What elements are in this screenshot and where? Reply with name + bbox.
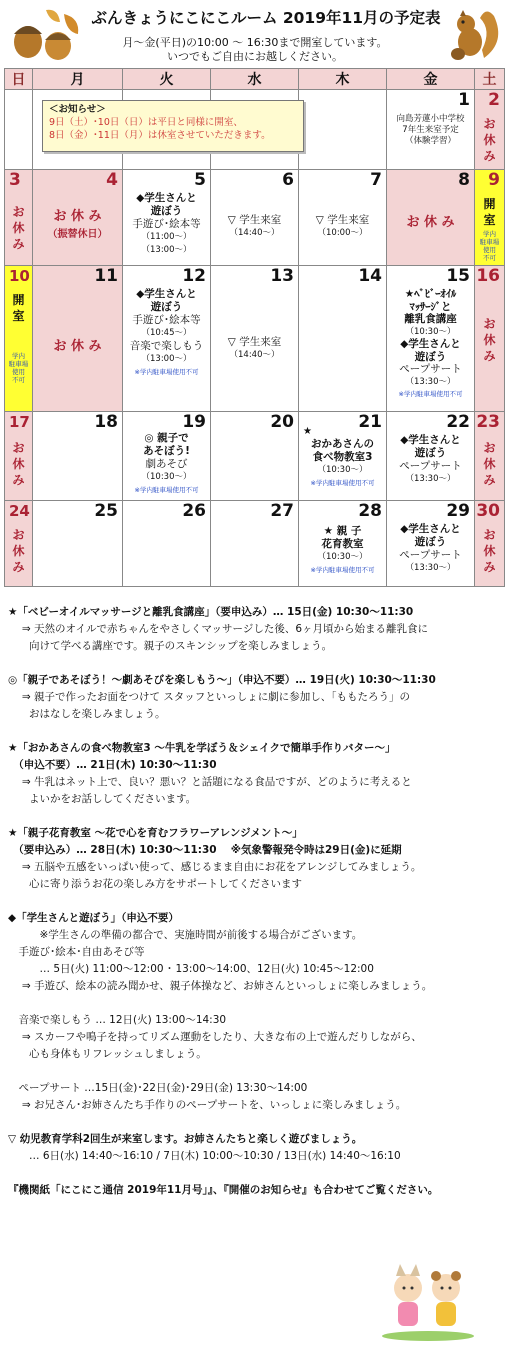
day-cell-6 [211, 170, 299, 266]
day-number: 24 [9, 502, 30, 520]
event-line: （体験学習） [404, 136, 456, 146]
description-line: （申込不要）… 21日(木) 10:30～11:30 [8, 759, 217, 771]
open-label [5, 292, 32, 324]
description-line: よいかをお話ししてくださいます。 [8, 793, 197, 805]
day-cell-4 [33, 170, 123, 266]
event-line: 音楽で楽しもう [129, 340, 204, 352]
description-line: ◎「親子であそぼう！～劇あそびを楽しもう～」（申込不要）… 19日(火) 10:30～11:30 [8, 674, 436, 686]
parking-note: ※学内駐車場使用不可 [310, 566, 375, 574]
day-cell-20 [211, 412, 299, 501]
event-line: （10:30～） [317, 465, 368, 475]
description-line: 『機関紙「にこにこ通信 2019年11月号」』、『開催のお知らせ』も合わせてご覧ください。 [8, 1184, 439, 1196]
description-line [8, 655, 503, 672]
day-cell-empty [299, 90, 387, 170]
description-line: … 5日(火) 11:00～12:00 ･ 13:00～14:00、12日(火) 10:45～12:00 [8, 963, 374, 975]
event-line: 遊ぼう [150, 301, 183, 313]
event-line: おかあさんの [311, 438, 374, 450]
description-line: ▽ 幼児教育学科2回生が来室します。お姉さんたちと楽しく遊びましょう。 [8, 1133, 363, 1145]
day-event [389, 114, 472, 147]
closed-label: お休み [12, 528, 25, 574]
day-cell-16 [475, 266, 505, 412]
description-line: ⇒ 五脳や五感をいっぱい使って、感じるまま自由にお花をアレンジしてみましょう。 [8, 861, 422, 873]
holiday-label: お 休 み [406, 215, 455, 230]
event-line: 手遊び･絵本等 [132, 314, 201, 326]
event-line: ぺープサート [399, 460, 462, 472]
weekday-thu: 木 [299, 69, 387, 90]
day-cell-25 [33, 501, 123, 587]
week-row [5, 412, 505, 501]
description-line: 心に寄り添うお花の楽しみ方をサポートしてくださいます [8, 878, 302, 890]
event-line: （13:00～） [141, 354, 192, 364]
day-cell-2 [475, 90, 505, 170]
event-line: （11:00～） [141, 232, 192, 242]
day-number: 22 [446, 412, 470, 432]
parking-note: ※学内駐車場使用不可 [398, 390, 463, 398]
description-line: ★「親子花育教室 ～花で心を育むフラワーアレンジメント～」 [8, 827, 303, 839]
note-line: 不可 [483, 254, 496, 262]
description-line: 向けて学べる講座です。親子のスキンシップを楽しみましょう。 [8, 640, 333, 652]
holiday-label [35, 208, 120, 244]
parking-note [5, 352, 32, 384]
event-line: （13:30～） [405, 563, 456, 573]
day-cell-19 [123, 412, 211, 501]
event-line: （14:40～） [229, 350, 280, 360]
day-number: 27 [270, 501, 294, 521]
description-line [8, 1165, 503, 1182]
day-event [389, 523, 472, 575]
day-cell-21 [299, 412, 387, 501]
day-event [389, 288, 472, 401]
description-line: ⇒ 天然のオイルで赤ちゃんをやさしくマッサージした後、6ヶ月頃から始まる離乳食に [8, 623, 428, 635]
event-line: 遊ぼう [150, 205, 183, 217]
event-line: 遊ぼう [414, 447, 447, 459]
event-line: ★ﾍﾞﾋﾞｰｵｲﾙ [404, 288, 457, 300]
description-line [8, 1063, 503, 1080]
event-line: （10:00～） [317, 228, 368, 238]
event-line: （10:30～） [405, 326, 456, 337]
day-number: 26 [182, 501, 206, 521]
event-line: 遊ぼう [414, 350, 447, 363]
description-line: … 6日(水) 14:40～16:10 / 7日(木) 10:00～10:30 / 13日(水) 14:40～16:10 [8, 1150, 401, 1162]
description-line: ⇒ 牛乳はネット上で、良い？悪い？と話題になる食品ですが、どのように考えると [8, 776, 412, 788]
day-number: 2 [488, 90, 500, 110]
event-line: あそぼう! [143, 445, 190, 457]
day-number: 11 [94, 266, 118, 286]
event-line: ▽ 学生来室 [227, 214, 282, 226]
event-line: 室 [483, 213, 496, 227]
parking-note: ※学内駐車場使用不可 [310, 479, 375, 487]
event-line: ◆学生さんと [400, 338, 461, 350]
event-line: （10:30～） [317, 552, 368, 562]
event-line: ぺープサート [399, 363, 462, 375]
day-cell-10 [5, 266, 33, 412]
day-cell-3 [5, 170, 33, 266]
day-event [389, 434, 472, 486]
notice-line-2: 8日（金）･11日（月）は休室させていただきます。 [49, 130, 271, 141]
event-line: （14:40～） [229, 228, 280, 238]
description-line: ⇒ スカーフや鳴子を持ってリズム運動をしたり、大きな布の上で遊んだりしながら、 [8, 1031, 422, 1043]
day-cell-28 [299, 501, 387, 587]
day-number: 21 [358, 412, 382, 432]
holiday-label: お 休 み [53, 339, 102, 354]
event-line: ぺープサート [399, 549, 462, 561]
weekday-header-row [5, 69, 505, 90]
event-line: （10:30～） [141, 472, 192, 482]
description-line: ⇒ 手遊び、絵本の読み聞かせ、親子体操など、お姉さんといっしょに楽しみましょう。 [8, 980, 433, 992]
day-number: 9 [488, 170, 500, 190]
day-cell-5 [123, 170, 211, 266]
day-number: 18 [94, 412, 118, 432]
day-cell-24 [5, 501, 33, 587]
day-number: 12 [182, 266, 206, 286]
day-number: 15 [446, 266, 470, 286]
day-cell-13 [211, 266, 299, 412]
day-cell-9 [475, 170, 505, 266]
day-cell-18 [33, 412, 123, 501]
event-line: （13:30～） [405, 474, 456, 484]
description-line [8, 893, 503, 910]
weekday-mon: 月 [33, 69, 123, 90]
day-event [301, 525, 384, 577]
day-event [213, 214, 296, 240]
weekday-sat: 土 [475, 69, 505, 90]
event-line: （振替休日） [47, 229, 108, 240]
description-line: ⇒ お兄さん･お姉さんたち手作りのぺープサートを、いっしょに楽しみましょう。 [8, 1099, 407, 1111]
day-number: 28 [358, 501, 382, 521]
event-line: ◆学生さんと [136, 288, 197, 300]
day-cell-8 [387, 170, 475, 266]
day-number: 7 [370, 170, 382, 190]
note-line: 使用 [483, 246, 496, 254]
day-event [125, 288, 208, 379]
day-number: 5 [194, 170, 206, 190]
day-cell-22 [387, 412, 475, 501]
event-line: 食べ物教室3 [312, 451, 373, 463]
event-line: ▽ 学生来室 [227, 336, 282, 348]
description-line [8, 723, 503, 740]
event-line: ◆学生さんと [136, 192, 197, 204]
description-line: 心も身体もリフレッシュしましょう。 [8, 1048, 207, 1060]
day-cell-15 [387, 266, 475, 412]
event-line: 7年生来室予定 [402, 125, 459, 135]
description-line: おはなしを楽しみましょう。 [8, 708, 166, 720]
day-number: 20 [270, 412, 294, 432]
day-cell-12 [123, 266, 211, 412]
note-line: 学内 [483, 230, 496, 238]
day-cell-26 [123, 501, 211, 587]
note-line: 使用 [12, 368, 25, 376]
opening-hours [60, 36, 450, 64]
day-number: 3 [9, 170, 21, 190]
day-cell-14 [299, 266, 387, 412]
event-line: 手遊び･絵本等 [132, 218, 201, 230]
day-number: 25 [94, 501, 118, 521]
day-cell-7 [299, 170, 387, 266]
notice-box [42, 100, 304, 152]
description-line [8, 808, 503, 825]
weekday-tue: 火 [123, 69, 211, 90]
day-number: 1 [458, 90, 470, 110]
day-number: 4 [106, 170, 118, 190]
day-event [301, 214, 384, 240]
description-line: ★「ベビーオイルマッサージと離乳食講座」（要申込み）… 15日(金) 10:30～11:30 [8, 606, 414, 618]
description-line [8, 1114, 503, 1131]
description-line: ぺープサート …15日(金)･22日(金)･29日(金) 13:30～14:00 [8, 1082, 308, 1094]
acorn-decoration-icon [6, 4, 88, 64]
day-event [125, 192, 208, 257]
closed-label: お休み [12, 205, 25, 251]
day-number: 29 [446, 501, 470, 521]
parking-note: ※学内駐車場使用不可 [134, 368, 199, 376]
note-line: 駐車場 [8, 360, 29, 368]
event-line: 室 [12, 309, 25, 323]
event-line: ▽ 学生来室 [315, 214, 370, 226]
notice-line-1: 9日（土）･10日（日）は平日と同様に開室、 [49, 117, 243, 128]
day-number: 16 [476, 266, 500, 286]
description-line: （要申込み）… 28日(木) 10:30～11:30 ※気象警報発令時は29日(金)に延期 [8, 844, 402, 856]
event-line: お 休 み [53, 209, 102, 224]
description-line: ※学生さんの準備の都合で、実施時間が前後する場合がございます。 [8, 929, 363, 941]
description-line: ⇒ 親子で作ったお面をつけて スタッフといっしょに劇に参加し、「ももたろう」の [8, 691, 411, 703]
parking-note [475, 230, 504, 262]
event-line: ◆学生さんと [400, 523, 461, 535]
weekday-fri: 金 [387, 69, 475, 90]
description-line: 音楽で楽しもう … 12日(火) 13:00～14:30 [8, 1014, 227, 1026]
opening-hours-line-2: いつでもご自由にお越しください。 [167, 50, 343, 63]
event-line: ◎ 親子で [144, 432, 189, 444]
description-line: 手遊び･絵本･自由あそび等 [8, 946, 145, 958]
page-title: ぶんきょうにこにこルーム 2019年11月の予定表 [91, 9, 441, 27]
day-event [125, 432, 208, 497]
description-line: ★「おかあさんの食べ物教室3 ～牛乳を学ぼう＆シェイクで簡単手作りバター～」 [8, 742, 396, 754]
closed-label: お休み [483, 441, 496, 487]
day-event [301, 438, 384, 490]
day-number: 30 [476, 501, 500, 521]
star-mark: ★ [303, 426, 312, 437]
event-descriptions [8, 604, 503, 1199]
notice-heading: ＜お知らせ＞ [49, 104, 106, 115]
day-event [213, 336, 296, 362]
event-line: 遊ぼう [414, 536, 447, 548]
event-line: （13:00～） [141, 245, 192, 255]
event-line: ﾏｯｻｰｼﾞと [409, 300, 452, 313]
event-line: （13:30～） [405, 376, 456, 387]
event-line: 開 [12, 293, 25, 307]
event-line: 花育教室 [321, 538, 364, 550]
day-number: 10 [9, 267, 30, 285]
weekday-wed: 水 [211, 69, 299, 90]
day-number: 8 [458, 170, 470, 190]
closed-label: お休み [483, 117, 496, 163]
day-cell-17 [5, 412, 33, 501]
day-cell-23 [475, 412, 505, 501]
closed-label: お休み [12, 441, 25, 487]
day-cell-11 [33, 266, 123, 412]
weekday-sun: 日 [5, 69, 33, 90]
description-line: ◆「学生さんと遊ぼう」（申込不要） [8, 912, 179, 924]
note-line: 学内 [12, 352, 25, 360]
week-row [5, 170, 505, 266]
note-line: 駐車場 [479, 238, 500, 246]
description-line [8, 995, 503, 1012]
day-cell-27 [211, 501, 299, 587]
day-cell-empty [5, 90, 33, 170]
event-line: 離乳食講座 [404, 313, 457, 325]
event-line: ★ 親 子 [323, 525, 362, 537]
closed-label: お休み [483, 528, 496, 574]
event-line: （10:45～） [141, 328, 192, 338]
open-label [475, 196, 504, 228]
note-line: 不可 [12, 376, 25, 384]
day-number: 6 [282, 170, 294, 190]
day-number: 19 [182, 412, 206, 432]
event-line: 劇あそび [145, 458, 188, 470]
squirrel-decoration-icon [446, 2, 506, 66]
day-number: 17 [9, 413, 30, 431]
week-row [5, 501, 505, 587]
day-number: 14 [358, 266, 382, 286]
day-cell-1 [387, 90, 475, 170]
children-illustration-icon [378, 1262, 478, 1342]
week-row [5, 266, 505, 412]
closed-label: お休み [483, 317, 496, 363]
event-line: ◆学生さんと [400, 434, 461, 446]
day-cell-29 [387, 501, 475, 587]
day-cell-30 [475, 501, 505, 587]
day-number: 23 [476, 412, 500, 432]
opening-hours-line-1: 月～金(平日)の10:00 ～ 16:30まで開室しています。 [122, 36, 388, 49]
event-line: 開 [483, 197, 496, 211]
day-number: 13 [270, 266, 294, 286]
parking-note: ※学内駐車場使用不可 [134, 486, 199, 494]
event-line: 向島芳蓮小中学校 [396, 114, 465, 124]
